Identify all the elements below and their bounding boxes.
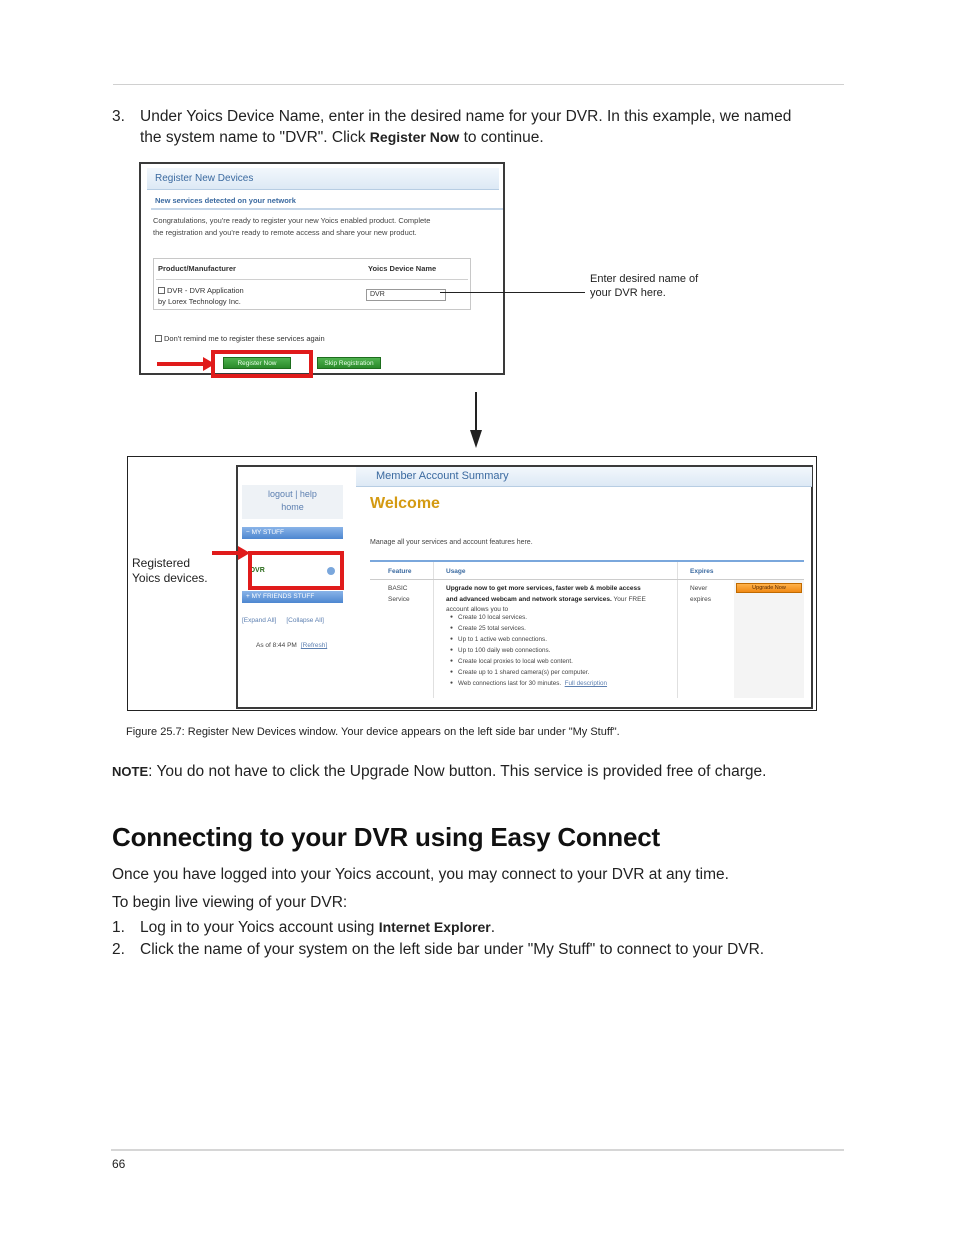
feature-name-2: Service — [388, 595, 410, 603]
expand-collapse-links — [242, 617, 343, 624]
callout-leader-line — [440, 292, 585, 293]
usage-rest: Your FREE — [611, 595, 646, 603]
list-item: ● Up to 100 daily web connections. — [450, 645, 607, 656]
feature-table — [370, 560, 804, 696]
step-3 — [112, 106, 852, 150]
refresh-link[interactable]: [Refresh] — [300, 642, 328, 649]
feature-cell — [388, 584, 410, 605]
product-cell — [158, 285, 244, 307]
registered-devices-label — [132, 556, 208, 586]
usage-cell — [446, 584, 682, 616]
footer-rule — [111, 1149, 844, 1151]
step-text-plain: . — [490, 919, 496, 936]
register-header: Register New Devices — [147, 168, 499, 190]
home-link[interactable]: home — [281, 502, 304, 512]
expires-line2: expires — [690, 595, 711, 603]
feature-bullets — [450, 612, 607, 689]
step-text-line2 — [140, 127, 544, 148]
step-text — [140, 917, 495, 938]
down-arrow-head — [470, 430, 482, 448]
device-table — [153, 258, 471, 310]
usage-bold-1: Upgrade now to get more services, faster web & mobile access — [446, 585, 641, 592]
register-paragraph: Congratulations, you're ready to register your new Yoics enabled product. Complete the registration and you're ready to remote access and share your new product. — [153, 216, 431, 237]
highlight-arrow-shaft — [157, 362, 207, 366]
table-divider — [156, 279, 468, 280]
note-label: NOTE — [112, 764, 149, 779]
product-line2: by Lorex Technology Inc. — [158, 297, 241, 306]
my-friends-stuff-bar[interactable]: + MY FRIENDS STUFF — [242, 591, 343, 603]
list-item — [450, 678, 607, 689]
product-name: DVR - DVR Application — [167, 286, 244, 295]
registered-label-line2: Yoics devices. — [132, 571, 208, 585]
feature-header: Feature — [388, 568, 412, 575]
section-heading: Connecting to your DVR using Easy Connect — [112, 822, 660, 852]
product-checkbox[interactable] — [158, 287, 165, 294]
usage-header: Usage — [446, 568, 466, 575]
welcome-title: Welcome — [370, 495, 440, 512]
registered-label-line1: Registered — [132, 556, 191, 570]
product-column-header: Product/Manufacturer — [158, 264, 236, 273]
register-subheader: New services detected on your network — [151, 196, 503, 210]
list-item: ● Up to 1 active web connections. — [450, 634, 607, 645]
steps-intro: To begin live viewing of your DVR: — [112, 894, 348, 911]
upgrade-column — [734, 580, 804, 698]
highlight-box — [211, 350, 313, 378]
product-line1[interactable] — [158, 285, 244, 296]
list-item: ● Create 25 total services. — [450, 623, 607, 634]
sidebar-item-dvr[interactable]: DVR — [250, 567, 265, 574]
dvr-highlight-box — [248, 551, 344, 590]
expires-header: Expires — [690, 568, 714, 575]
step-number: 2. — [112, 941, 125, 958]
list-item: ● Create 10 local services. — [450, 612, 607, 623]
step-text-plain: Log in to your Yoics account using — [140, 919, 379, 936]
table-header-rule — [370, 579, 804, 580]
expand-all-link[interactable]: [Expand All] — [242, 617, 277, 624]
registered-arrow-shaft — [212, 551, 240, 555]
feature-column — [370, 562, 434, 698]
register-now-button[interactable]: Register Now — [223, 357, 291, 369]
remind-option[interactable] — [155, 334, 325, 343]
highlight-arrow-head — [203, 357, 215, 371]
callout-line2: your DVR here. — [590, 286, 666, 299]
step-text: Click the name of your system on the left side bar under "My Stuff" to connect to your DVR. — [140, 941, 765, 958]
note-text: : You do not have to click the Upgrade Now button. This service is provided free of charge. — [148, 763, 767, 780]
expires-line1: Never — [690, 585, 708, 592]
expires-cell — [690, 584, 711, 605]
callout-text — [590, 273, 698, 300]
registered-arrow-head — [238, 546, 250, 560]
list-item: ● Create local proxies to local web content. — [450, 656, 607, 667]
collapse-all-link[interactable]: [Collapse All] — [286, 617, 324, 624]
down-arrow-shaft — [475, 392, 477, 432]
step-1 — [112, 917, 852, 938]
device-name-input[interactable]: DVR — [366, 289, 446, 301]
full-description-link[interactable]: Full description — [564, 680, 608, 687]
remind-label: Don't remind me to register these services again — [164, 334, 325, 343]
step-number: 3. — [112, 108, 125, 125]
usage-bold-2: and advanced webcam and network storage services. — [446, 595, 612, 603]
upgrade-now-button[interactable]: Upgrade Now — [736, 583, 802, 593]
step-text-plain: the system name to "DVR". Click — [140, 129, 370, 146]
my-stuff-bar[interactable]: − MY STUFF — [242, 527, 343, 539]
internet-explorer-label: Internet Explorer — [378, 919, 491, 935]
callout-line1: Enter desired name of — [590, 273, 699, 285]
figure-caption: Figure 25.7: Register New Devices window. Your device appears on the left side bar under "My Stuff". — [126, 726, 620, 738]
step-number: 1. — [112, 919, 125, 936]
intro-paragraph: Once you have logged into your Yoics account, you may connect to your DVR at any time. — [112, 866, 729, 883]
header-rule — [113, 84, 844, 85]
register-devices-screenshot — [139, 162, 505, 375]
last-bullet-text: Web connections last for 30 minutes. — [458, 680, 562, 687]
account-summary-screenshot — [236, 465, 813, 709]
step-text-line1: Under Yoics Device Name, enter in the desired name for your DVR. In this example, we named — [140, 108, 792, 125]
member-account-header: Member Account Summary — [356, 467, 812, 487]
note-paragraph — [112, 763, 766, 781]
step-text-plain: to continue. — [459, 129, 544, 146]
list-item: ● Create up to 1 shared camera(s) per computer. — [450, 667, 607, 678]
remind-checkbox[interactable] — [155, 335, 162, 342]
account-summary-figure — [127, 456, 817, 711]
sidebar-top-links — [242, 485, 343, 519]
page-number: 66 — [112, 1157, 126, 1171]
step-2 — [112, 939, 852, 960]
skip-registration-button[interactable]: Skip Registration — [317, 357, 381, 369]
manage-text: Manage all your services and account features here. — [370, 539, 533, 546]
logout-help-links[interactable]: logout | help — [268, 489, 317, 499]
device-name-column-header: Yoics Device Name — [368, 264, 437, 273]
last-updated — [256, 642, 327, 649]
as-of-time: As of 8:44 PM — [256, 642, 297, 649]
register-now-label: Register Now — [369, 129, 460, 145]
feature-name-1: BASIC — [388, 585, 408, 592]
usage-line3: account allows you to — [446, 606, 509, 613]
